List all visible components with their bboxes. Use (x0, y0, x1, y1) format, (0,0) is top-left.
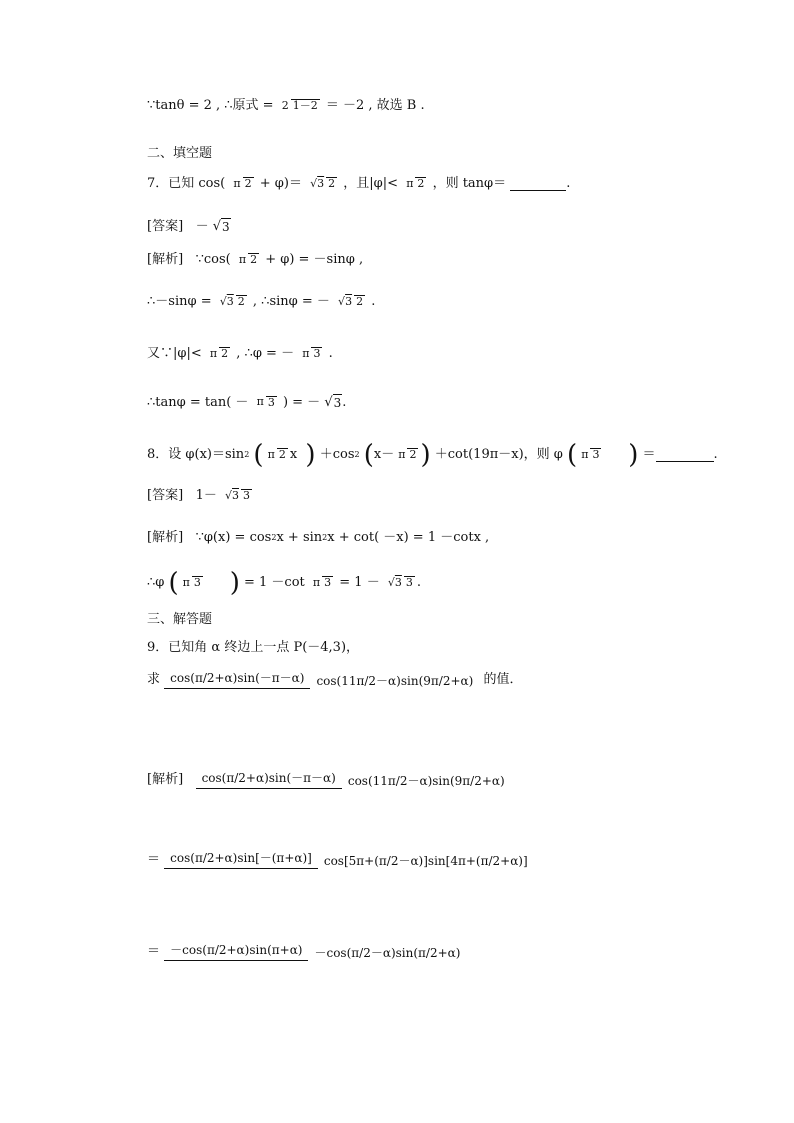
numerator: π (256, 395, 264, 408)
text: + φ) = －sinφ , (265, 252, 364, 267)
answer-label: [答案] (147, 218, 184, 234)
text: 7．已知 cos( (147, 176, 226, 191)
section-heading-answer: 三、解答题 (147, 612, 213, 627)
text: ＋cot(19π－x)，则 φ (434, 447, 563, 462)
solution-7-line-2 (147, 294, 375, 311)
denominator: 2 (328, 177, 336, 190)
denominator: 2 (356, 295, 364, 308)
text: ∵cos( (195, 252, 231, 267)
denominator: 2 (244, 177, 252, 190)
text: ＝ (147, 943, 161, 959)
text: x (289, 447, 298, 462)
denominator: 1－2 (292, 99, 318, 112)
denominator: cos[5π+(π/2－α)]sin[4π+(π/2+α)] (323, 853, 528, 868)
denominator: 2 (278, 448, 286, 461)
text: . (328, 346, 333, 361)
denominator: 3 (405, 576, 413, 589)
denominator: 2 (221, 347, 229, 360)
section-heading-fill: 二、填空题 (147, 146, 213, 161)
denominator: 2 (237, 295, 245, 308)
question-8 (147, 442, 718, 468)
text: ∴tanφ = tan( － (147, 394, 249, 410)
text: = 1 －cot (244, 575, 305, 590)
fraction (308, 176, 337, 192)
solution-9-line-3 (147, 942, 466, 961)
numerator: π (406, 176, 414, 190)
numerator: √3 (338, 294, 353, 308)
numerator: π (267, 447, 275, 461)
long-fraction (164, 850, 534, 869)
text: ＝ (642, 447, 656, 462)
sqrt: √3 (212, 218, 230, 234)
text: 又∵|φ|< (147, 346, 202, 361)
denominator: 3 (267, 395, 275, 409)
answer-label: [答案] (147, 488, 184, 503)
denominator: 3 (243, 489, 250, 502)
text: , ∴sinφ = － (252, 294, 330, 309)
answer-blank (656, 449, 714, 462)
paren: ( (168, 568, 179, 598)
paren: ( (567, 440, 578, 470)
text: ∵φ(x) = cos (195, 530, 272, 545)
line-tan-result (147, 98, 425, 115)
paren: ) (628, 440, 639, 470)
fraction (181, 575, 203, 591)
superscript: 2 (271, 533, 277, 542)
text: ＋cos (319, 447, 355, 462)
paren: ) (305, 440, 316, 470)
paren: ) (420, 440, 431, 470)
solution-8-line-1 (147, 530, 489, 547)
numerator: π (302, 346, 310, 360)
answer-8 (147, 488, 254, 505)
text: 8．设 φ(x)＝sin (147, 447, 245, 462)
root-value: 3 (232, 488, 239, 502)
denominator: 2 (409, 448, 417, 461)
text: ，则 tanφ＝ (432, 176, 507, 191)
numerator: π (581, 447, 589, 461)
root-value: 3 (333, 396, 342, 410)
text: . (713, 447, 718, 462)
numerator: √3 (310, 176, 325, 190)
question-9-expression (147, 670, 522, 689)
paren: ( (363, 440, 374, 470)
root-value: 3 (317, 176, 325, 190)
solution-9-line-1 (147, 770, 511, 789)
denominator: 2 (250, 253, 258, 266)
denominator: 3 (313, 347, 321, 360)
solution-label: [解析] (147, 530, 184, 545)
numerator: √3 (224, 488, 239, 502)
fraction (386, 575, 415, 591)
numerator: π (238, 252, 247, 266)
numerator: π (233, 176, 241, 190)
solution-label: [解析] (147, 771, 184, 787)
numerator: π (398, 447, 406, 461)
text: － (195, 218, 209, 234)
solution-7-line-4 (147, 394, 346, 411)
answer-7 (147, 218, 231, 235)
root-value: 3 (222, 220, 230, 234)
text: 1－ (195, 488, 217, 503)
text: ∵tanθ = 2 , ∴原式 = (147, 98, 274, 113)
text: ) = － (282, 394, 321, 410)
denominator: 2 (417, 177, 425, 190)
denominator: －cos(π/2－α)sin(π/2+α) (314, 945, 461, 960)
text: , ∴φ = － (236, 346, 295, 361)
long-fraction (164, 670, 479, 689)
numerator: cos(π/2+α)sin[－(π+α)] (164, 850, 318, 869)
numerator: cos(π/2+α)sin(－π－α) (196, 770, 342, 789)
fraction (404, 176, 426, 192)
text: . (342, 394, 347, 410)
fraction (237, 252, 259, 268)
superscript: 2 (354, 450, 360, 459)
text: ，且|φ|< (343, 176, 399, 191)
fraction (579, 447, 601, 463)
fraction (311, 575, 333, 591)
text: ∴－sinφ = (147, 294, 212, 309)
numerator: 2 (281, 98, 289, 112)
text: 的值． (483, 671, 523, 687)
fraction (208, 346, 230, 362)
text: 求 (147, 671, 161, 687)
numerator: －cos(π/2+α)sin(π+α) (164, 942, 308, 961)
fraction (255, 395, 277, 411)
solution-9-line-2 (147, 850, 534, 869)
long-fraction (196, 770, 511, 789)
text: ＝ －2 , 故选 B . (325, 98, 425, 113)
solution-7-line-3 (147, 346, 333, 363)
numerator: √3 (387, 575, 402, 589)
text: + φ)＝ (259, 176, 302, 191)
text: . (371, 294, 376, 309)
fraction (266, 447, 288, 463)
numerator: √3 (219, 294, 234, 308)
sqrt: √3 (324, 394, 342, 410)
denominator: cos(11π/2－α)sin(9π/2+α) (347, 773, 505, 788)
answer-blank (510, 178, 566, 191)
fraction (396, 447, 418, 463)
fraction (218, 294, 247, 310)
solution-label: [解析] (147, 252, 184, 267)
long-fraction (164, 942, 466, 961)
superscript: 2 (244, 450, 250, 459)
numerator: π (312, 575, 321, 589)
root-value: 3 (226, 294, 234, 308)
paren: ( (253, 440, 264, 470)
text: ∴φ (147, 575, 165, 590)
numerator: π (182, 575, 190, 589)
text: x + sin (276, 530, 323, 545)
denominator: 3 (193, 576, 201, 589)
text: x + cot( －x) = 1 －cotx , (327, 530, 490, 545)
fraction (336, 294, 365, 310)
text: x－ (373, 447, 395, 462)
fraction (300, 346, 322, 362)
paren: ) (229, 568, 240, 598)
solution-8-line-2 (147, 570, 421, 596)
root-value: 3 (345, 294, 353, 308)
root-value: 3 (394, 575, 402, 589)
fraction (231, 176, 253, 192)
question-9: 9．已知角 α 终边上一点 P(－4,3)， (147, 640, 360, 655)
numerator: cos(π/2+α)sin(－π－α) (164, 670, 310, 689)
question-7 (147, 176, 570, 193)
denominator: cos(11π/2－α)sin(9π/2+α) (316, 673, 474, 688)
text: ＝ (147, 851, 161, 867)
solution-7-line-1 (147, 252, 363, 269)
denominator: 3 (592, 448, 600, 461)
numerator: π (209, 346, 218, 360)
denominator: 3 (324, 576, 332, 589)
fraction (223, 488, 252, 504)
fraction (280, 98, 320, 114)
text: . (566, 176, 571, 191)
superscript: 2 (322, 533, 328, 542)
text: = 1 － (339, 575, 380, 590)
text: . (416, 575, 422, 590)
